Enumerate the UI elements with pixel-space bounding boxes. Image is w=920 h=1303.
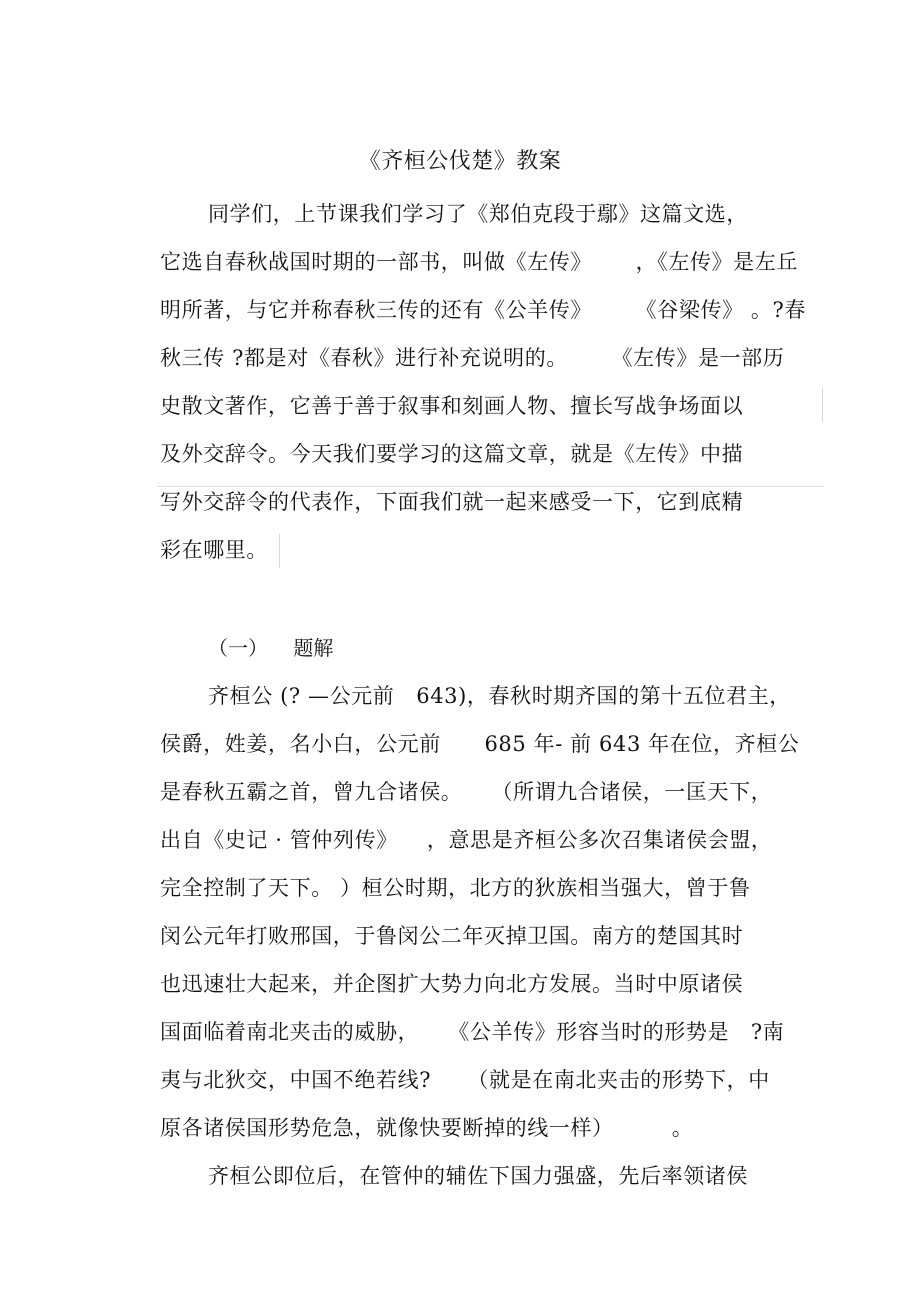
intro-line-1: 同学们，上节课我们学习了《郑伯克段于鄢》这篇文选， — [208, 202, 748, 226]
scan-mark-dotted — [158, 486, 824, 487]
body-line-4: 出自《史记 · 管仲列传》 ，意思是齐桓公多次召集诸侯会盟， — [160, 828, 773, 852]
body-line-11: 齐桓公即位后，在管仲的辅佐下国力强盛，先后率领诸侯 — [208, 1164, 748, 1188]
body-line-2: 侯爵，姓姜，名小白，公元前 685 年- 前 643 年在位，齐桓公 — [160, 732, 800, 756]
body-line-7: 也迅速壮大起来，并企图扩大势力向北方发展。当时中原诸侯 — [160, 972, 744, 996]
scan-mark-right — [822, 388, 823, 422]
section-heading: （一） 题解 — [208, 636, 334, 660]
intro-line-8: 彩在哪里。 — [160, 538, 268, 562]
intro-line-3: 明所著，与它并称春秋三传的还有《公羊传》 《谷梁传》 。?春 — [160, 298, 806, 322]
body-line-1: 齐桓公 (? —公元前 643)，春秋时期齐国的第十五位君主， — [208, 684, 791, 708]
scan-mark-left — [279, 534, 280, 568]
body-line-10: 原各诸侯国形势危急，就像快要断掉的线一样） 。 — [160, 1116, 694, 1140]
body-line-3: 是春秋五霸之首，曾九合诸侯。 （所谓九合诸侯，一匡天下， — [160, 780, 773, 804]
body-line-5: 完全控制了天下。 ）桓公时期，北方的狄族相当强大，曾于鲁 — [160, 876, 751, 900]
body-line-9: 夷与北狄交，中国不绝若线? （就是在南北夹击的形势下，中 — [160, 1068, 770, 1092]
body-line-6: 闵公元年打败邢国，于鲁闵公二年灭掉卫国。南方的楚国其时 — [160, 924, 744, 948]
intro-line-4: 秋三传 ?都是对《春秋》进行补充说明的。 《左传》是一部历 — [160, 346, 785, 370]
body-line-8: 国面临着南北夹击的威胁， 《公羊传》形容当时的形势是 ?南 — [160, 1020, 785, 1044]
document-title: 《齐桓公伐楚》教案 — [358, 149, 562, 174]
intro-line-2: 它选自春秋战国时期的一部书，叫做《左传》 ，《左传》是左丘 — [160, 250, 798, 274]
intro-line-5: 史散文著作，它善于善于叙事和刻画人物、擅长写战争场面以 — [160, 394, 744, 418]
intro-line-7: 写外交辞令的代表作，下面我们就一起来感受一下，它到底精 — [160, 490, 744, 514]
intro-line-6: 及外交辞令。今天我们要学习的这篇文章，就是《左传》中描 — [160, 442, 744, 466]
